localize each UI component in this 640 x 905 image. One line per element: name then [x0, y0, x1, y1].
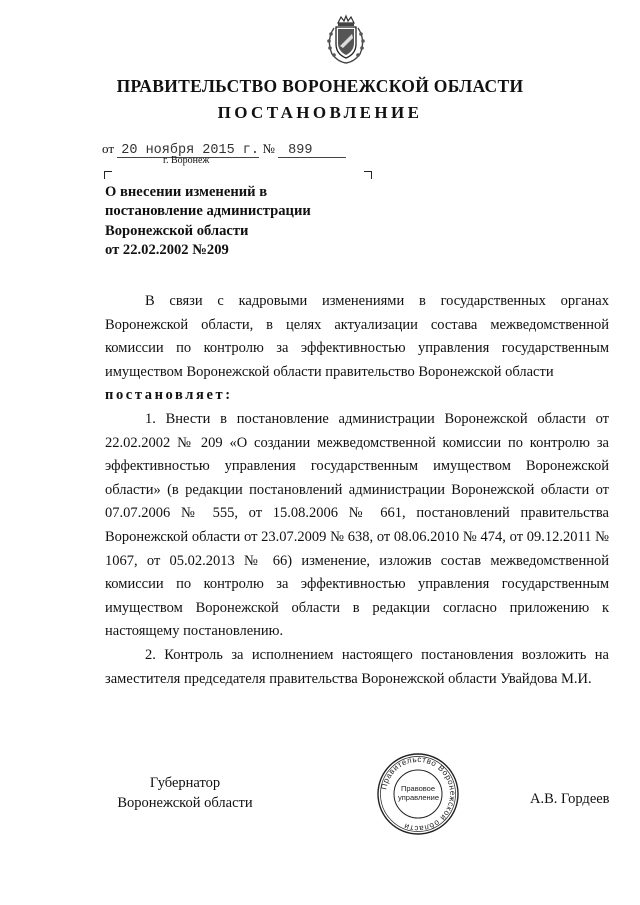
subject-bracket-left — [104, 171, 112, 179]
subject-line: Воронежской области — [105, 222, 249, 239]
signatory-name: А.В. Гордеев — [530, 791, 610, 807]
signatory-title-line: Губернатор — [149, 775, 221, 791]
stamp-center-line: управление — [398, 793, 440, 802]
date-prefix: от — [102, 141, 115, 156]
subject-line: О внесении изменений в — [105, 184, 268, 200]
date-value: 20 ноября 2015 г. — [117, 144, 259, 158]
stamp-center-text — [398, 784, 438, 802]
coat-of-arms-icon — [322, 14, 370, 66]
registration-line — [102, 141, 346, 158]
item-2-paragraph: 2. Контроль за исполнением настоящего постановления возложить на заместителя председателя правительства Воронежской области Увайдова М.И. — [105, 646, 609, 687]
subject-line: постановление администрации — [105, 203, 311, 220]
stamp-ring-text: Правительство Воронежской области — [379, 754, 458, 834]
document-type: ПОСТАНОВЛЕНИЕ — [217, 103, 423, 122]
document-body — [105, 290, 609, 691]
signatory-title-line: Воронежской области — [117, 795, 253, 811]
stamp-center-line: Правовое — [400, 784, 436, 793]
subject-line: от 22.02.2002 №209 — [105, 242, 229, 259]
document-number: 899 — [278, 144, 346, 158]
item-1-paragraph: 1. Внести в постановление администрации Воронежской области от 22.02.2002 № 209 «О создании межведомственной комиссии по контролю за эффективностью управления государственным имуществом Воронежской области» (в редакции постановлений администрации Воронежской области от 07.07.2006 № 555, от 15.08.2006 № 661, постановлений правительства Воронежской области от 23.07.2009 № 638, от 08.06.2010 № 474, от 09.12.2011 № 1067, от 05.02.2013 № 66) изменение, изложив состав межведомственной комиссии по контролю за эффективностью управления государственным имуществом Воронежской области в редакции согласно приложению к настоящему постановлению. — [105, 410, 609, 640]
signatory-title — [105, 773, 265, 813]
city-label: г. Воронеж — [163, 155, 210, 166]
decree-word: постановляет: — [105, 387, 233, 404]
subject-bracket-right — [364, 171, 372, 179]
number-prefix: № — [262, 141, 275, 156]
document-subject — [105, 183, 345, 261]
preamble-paragraph: В связи с кадровыми изменениями в государственных органах Воронежской области, в целях актуализации состава межведомственной комиссии по контролю за эффективностью управления государственным имуществом Воронежской области правительство Воронежской области — [105, 293, 609, 380]
government-title: ПРАВИТЕЛЬСТВО ВОРОНЕЖСКОЙ ОБЛАСТИ — [116, 76, 524, 96]
